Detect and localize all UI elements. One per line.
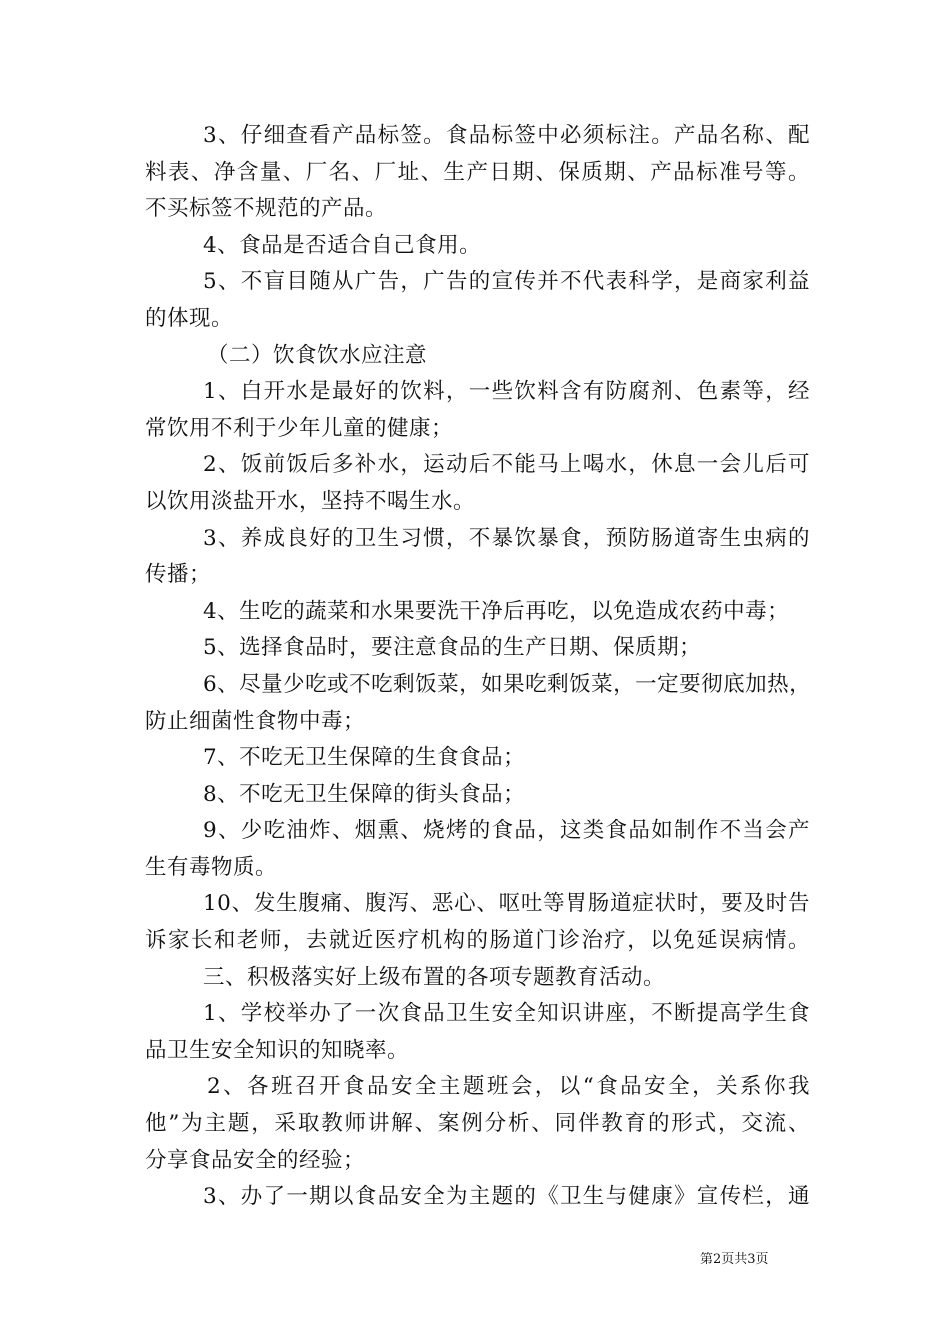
text-line: 品卫生安全知识的知晓率。 xyxy=(145,1037,410,1063)
text-line: 7、不吃无卫生保障的生食食品； xyxy=(203,745,526,771)
text-line: 8、不吃无卫生保障的街头食品； xyxy=(203,781,526,807)
text-line: 9、少吃油炸、烟熏、烧烤的食品，这类食品如制作不当会产 xyxy=(203,818,810,844)
page-number-footer: 第2页共3页 xyxy=(700,1252,769,1267)
text-line: 传播； xyxy=(145,562,212,588)
section-heading: 三、积极落实好上级布置的各项专题教育活动。 xyxy=(203,964,666,990)
text-line: 常饮用不利于少年儿童的健康； xyxy=(145,415,454,441)
text-line: 3、办了一期以食品安全为主题的《卫生与健康》宣传栏，通 xyxy=(203,1184,810,1210)
text-line: 10、发生腹痛、腹泻、恶心、呕吐等胃肠道症状时，要及时告 xyxy=(203,891,810,917)
text-line: 诉家长和老师，去就近医疗机构的肠道门诊治疗，以免延误病情。 xyxy=(145,928,810,954)
text-line: 5、选择食品时，要注意食品的生产日期、保质期； xyxy=(203,635,702,661)
text-line: 4、生吃的蔬菜和水果要洗干净后再吃，以免造成农药中毒； xyxy=(203,598,790,624)
text-line: 2、各班召开食品安全主题班会，以“食品安全，关系你我 xyxy=(207,1074,810,1100)
text-line: 2、饭前饭后多补水，运动后不能马上喝水，休息一会儿后可 xyxy=(203,452,810,478)
text-line: 不买标签不规范的产品。 xyxy=(145,196,388,222)
text-line: 4、食品是否适合自己食用。 xyxy=(203,232,482,258)
section-heading: （二）饮食饮水应注意 xyxy=(207,342,428,368)
text-line: 生有毒物质。 xyxy=(145,854,278,880)
text-line: 6、尽量少吃或不吃剩饭菜，如果吃剩饭菜，一定要彻底加热， xyxy=(203,671,812,697)
text-line: 防止细菌性食物中毒； xyxy=(145,708,366,734)
text-line: 以饮用淡盐开水，坚持不喝生水。 xyxy=(145,488,476,514)
document-body xyxy=(145,118,810,1216)
text-line: 分享食品安全的经验； xyxy=(145,1147,366,1173)
text-line: 料表、净含量、厂名、厂址、生产日期、保质期、产品标准号等。 xyxy=(145,159,810,185)
text-line: 3、仔细查看产品标签。食品标签中必须标注。产品名称、配 xyxy=(203,123,810,148)
text-line: 5、不盲目随从广告，广告的宣传并不代表科学，是商家利益 xyxy=(203,269,810,295)
text-line: 的体现。 xyxy=(145,305,234,331)
text-line: 1、学校举办了一次食品卫生安全知识讲座，不断提高学生食 xyxy=(203,1001,810,1027)
text-line: 1、白开水是最好的饮料，一些饮料含有防腐剂、色素等，经 xyxy=(203,379,810,405)
text-line: 3、养成良好的卫生习惯，不暴饮暴食，预防肠道寄生虫病的 xyxy=(203,525,810,551)
text-line: 他”为主题，采取教师讲解、案例分析、同伴教育的形式，交流、 xyxy=(145,1111,810,1137)
